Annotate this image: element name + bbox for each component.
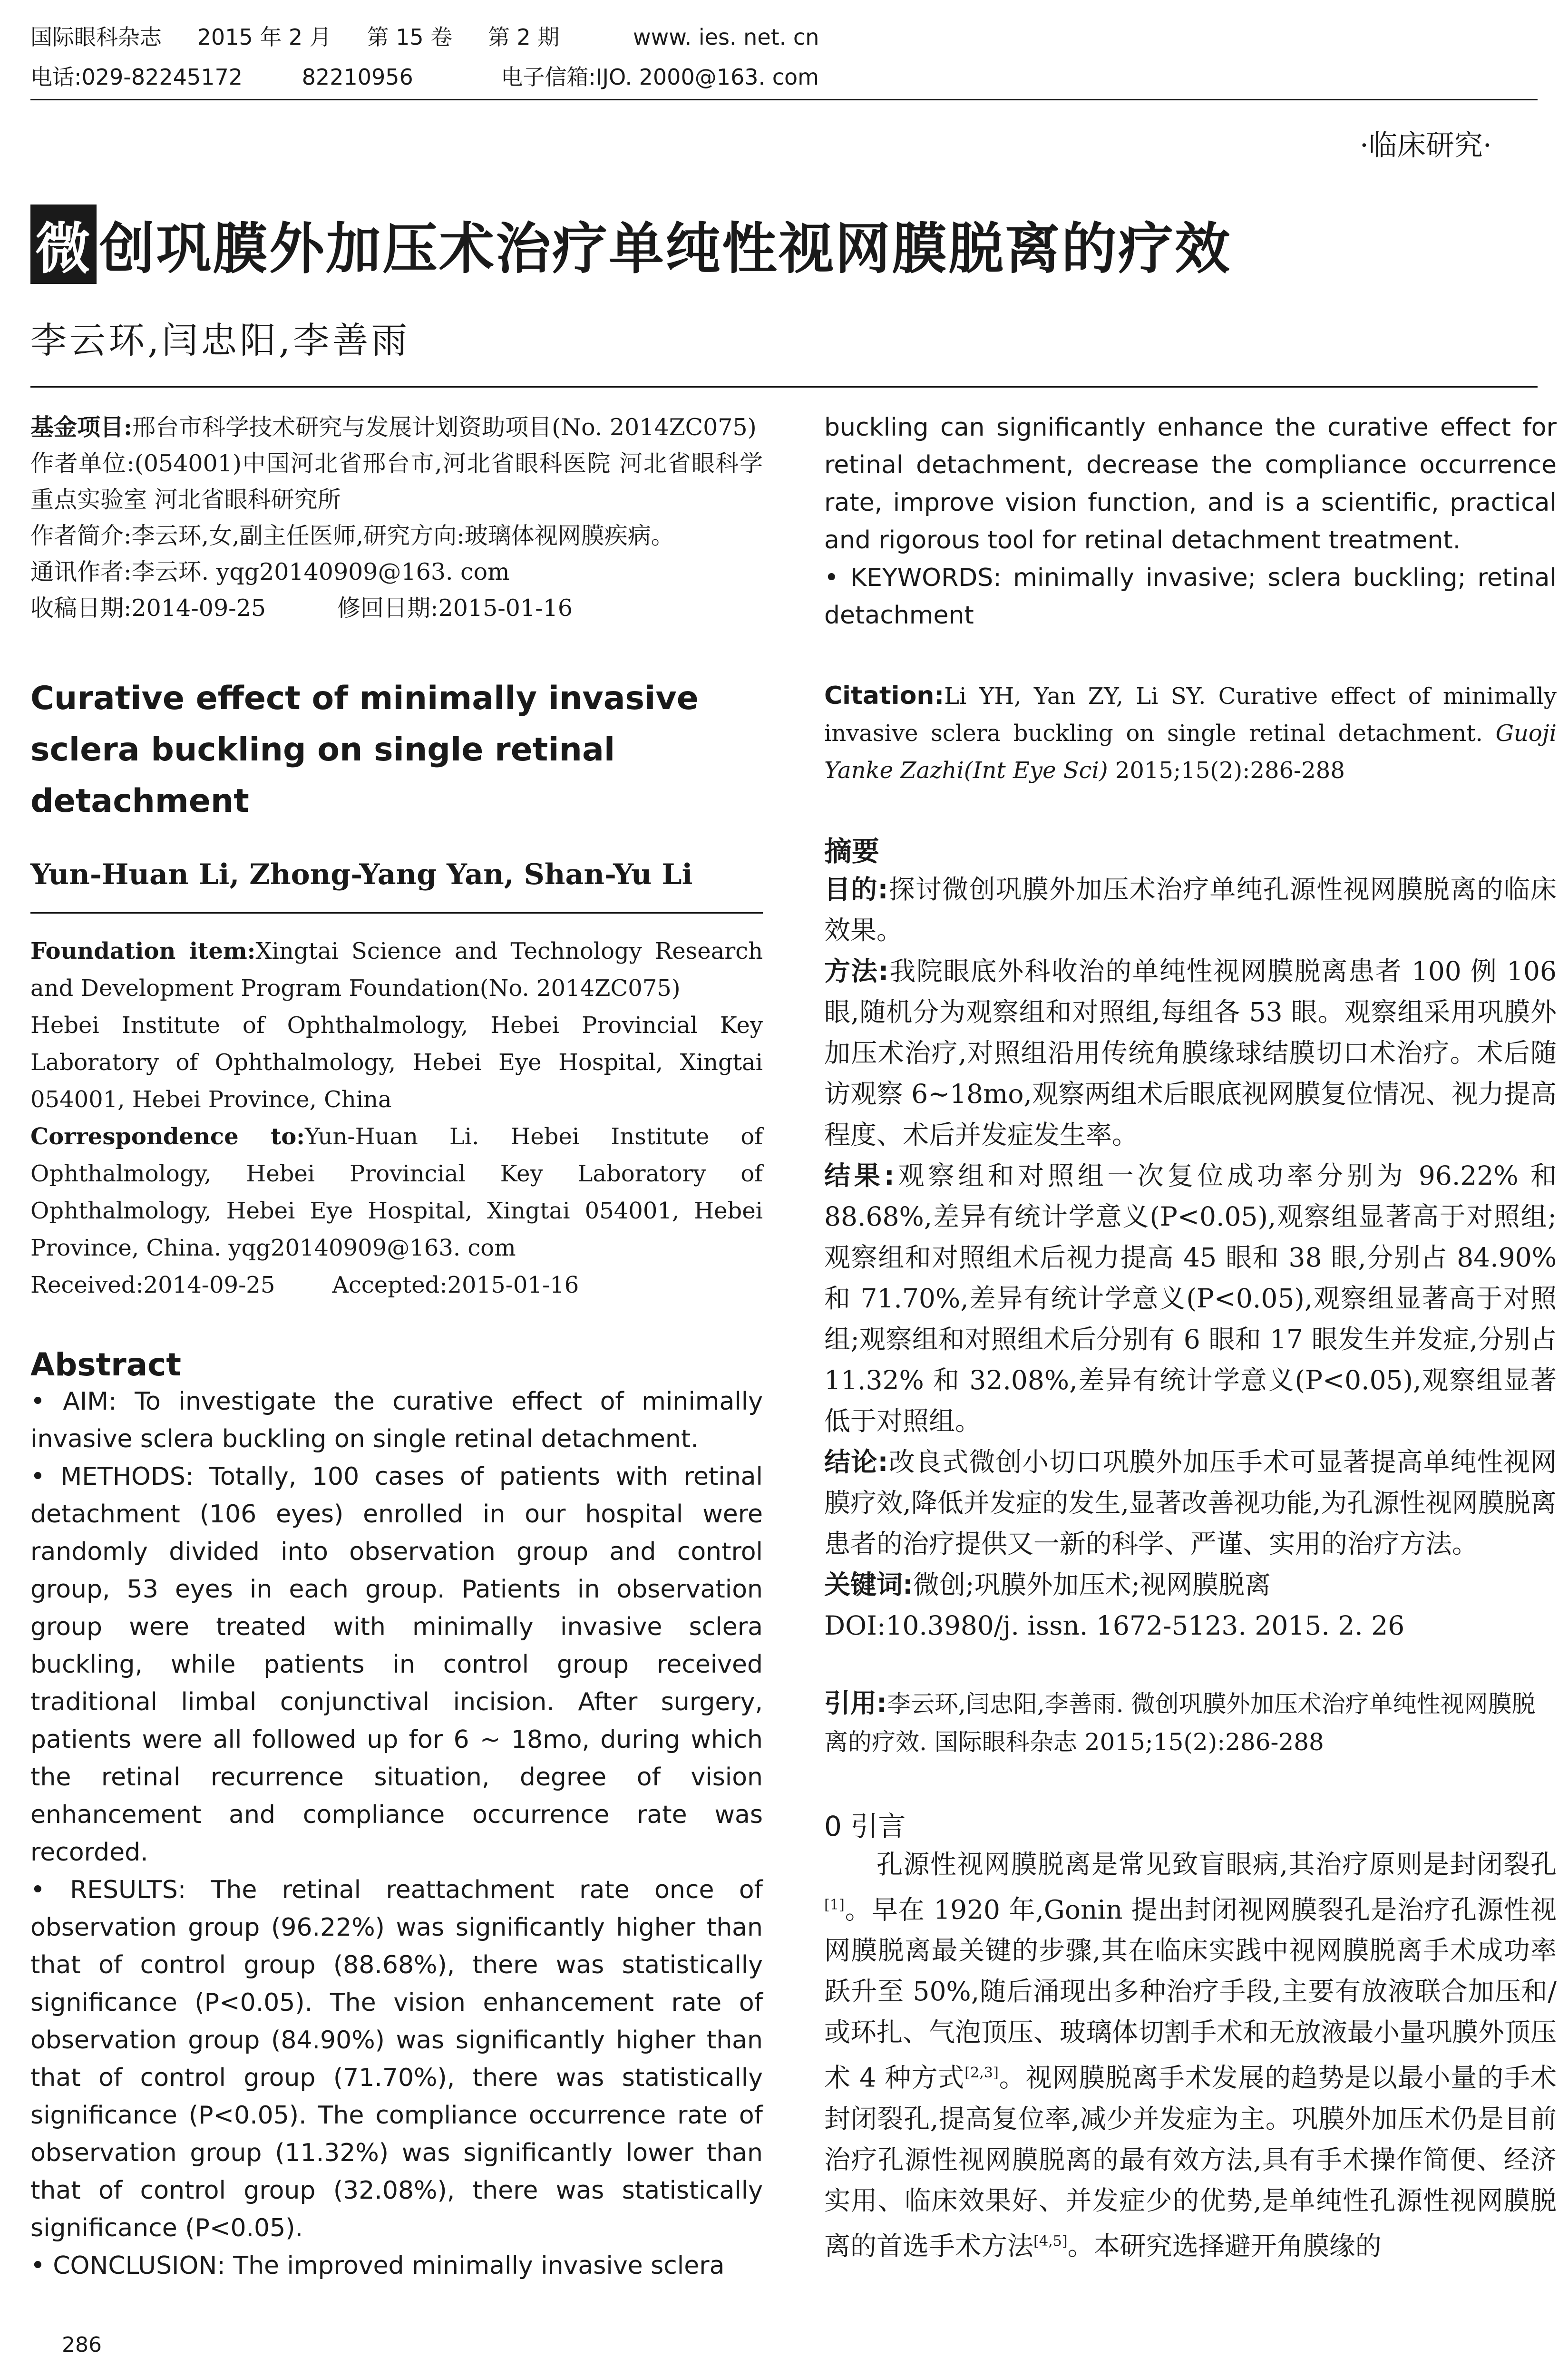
foundation-en-text: Xingtai Science and Technology Research and Development Program Foundation(No. 2014ZC075) [30, 938, 763, 1002]
affiliation-en: Hebei Institute of Ophthalmology, Hebei Provincial Key Laboratory of Ophthalmology, Hebei Eye Hospital, Xingtai 054001, Hebei Province, China [30, 1012, 763, 1113]
article-title [30, 205, 1231, 284]
abstract-zh-results-text: 观察组和对照组一次复位成功率分别为 96.22% 和 88.68%,差异有统计学意义(P<0.05),观察组显著高于对照组;观察组和对照组术后视力提高 45 眼和 38 眼,分别占 84.90% 和 71.70%,差异有统计学意义(P<0.05),观察组显著高于对照组;观察组和对照组术后分别有 6 眼和 17 眼发生并发症,分别占 11.32% 和 32.08%,差异有统计学意义(P<0.05),观察组显著低于对照组。 [824, 1160, 1557, 1436]
abstract-heading: Abstract [30, 1346, 181, 1383]
intro-text-3: 。视网膜脱离手术发展的趋势是以最小量的手术封闭裂孔,提高复位率,减少并发症为主。巩膜外加压术仍是目前治疗孔源性视网膜脱离的最有效方法,具有手术操作简便、经济实用、临床效果好、并发症少的优势,是单纯性孔源性视网膜脱离的首选手术方法 [824, 2062, 1557, 2261]
accepted-en: Accepted:2015-01-16 [332, 1272, 579, 1298]
dates-zh [30, 590, 763, 626]
citation-label: Citation: [824, 682, 945, 710]
intro-heading: 0 引言 [824, 1810, 906, 1842]
abstract-zh-keywords-label: 关键词: [824, 1569, 913, 1600]
email: 电子信箱:IJO. 2000@163. com [501, 64, 819, 90]
citation-zh [824, 1684, 1557, 1761]
foundation-zh [30, 409, 763, 446]
english-authors: Yun-Huan Li, Zhong-Yang Yan, Shan-Yu Li [30, 858, 693, 891]
running-header-line2 [30, 63, 847, 91]
foundation-en [30, 933, 763, 1007]
abstract-zh-results [824, 1155, 1557, 1442]
citation-zh-text: 李云环,闫忠阳,李善雨. 微创巩膜外加压术治疗单纯性视网膜脱离的疗效. 国际眼科杂志 2015;15(2):286-288 [824, 1690, 1536, 1756]
citation-pages: 2015;15(2):286-288 [1115, 757, 1345, 784]
ref-3: [4,5] [1033, 2232, 1068, 2250]
title-text: 创巩膜外加压术治疗单纯性视网膜脱离的疗效 [99, 216, 1231, 281]
abstract-zh-aim-text: 探讨微创巩膜外加压术治疗单纯孔源性视网膜脱离的临床效果。 [824, 874, 1557, 945]
unit-zh: 作者单位:(054001)中国河北省邢台市,河北省眼科医院 河北省眼科学重点实验室 河北省眼科研究所 [30, 450, 763, 513]
title-drop-char: 微 [30, 205, 97, 284]
abstract-zh-methods [824, 951, 1557, 1155]
title-rule [30, 386, 1538, 388]
abstract-conclusion-end: buckling can significantly enhance the curative effect for retinal detachment, decrease the compliance occurrence rate, improve vision function, and is a scientific, practical and rigorous tool for retinal detachment treatment. [824, 413, 1557, 555]
correspondence-en-label: Correspondence to: [30, 1123, 305, 1150]
abstract-zh-conclusion-label: 结论: [824, 1447, 888, 1477]
citation-journal: Guoji Yanke Zazhi(Int Eye Sci) [824, 720, 1557, 784]
ref-1: [1] [824, 1897, 845, 1913]
abstract-keywords: • KEYWORDS: minimally invasive; sclera buckling; retinal detachment [824, 564, 1557, 630]
abstract-zh-aim-label: 目的: [824, 874, 888, 905]
ref-2: [2,3] [964, 2065, 999, 2082]
citation-zh-label: 引用: [824, 1688, 887, 1718]
correspondence-en [30, 1118, 763, 1266]
author-intro-zh: 作者简介:李云环,女,副主任医师,研究方向:玻璃体视网膜疾病。 [30, 522, 674, 549]
volume: 第 15 卷 [367, 24, 453, 50]
right-column [824, 409, 1557, 2266]
abstract-zh-aim [824, 869, 1557, 951]
page-number: 286 [62, 2333, 102, 2357]
authors-zh: 李云环,闫忠阳,李善雨 [30, 319, 410, 361]
correspondence-zh: 通讯作者:李云环. yqg20140909@163. com [30, 558, 510, 585]
journal-name: 国际眼科杂志 [30, 24, 162, 50]
abstract-zh-conclusion [824, 1442, 1557, 1564]
intro-text-4: 。本研究选择避开角膜缘的 [1067, 2230, 1382, 2261]
abstract-methods: • METHODS: Totally, 100 cases of patients with retinal detachment (106 eyes) enrolled in our hospital were randomly divided into observation group and control group, 53 eyes in each group. Patients in observation group were treated with minimally invasive sclera buckling, while patients in control group received traditional limbal conjunctival incision. After surgery, patients were all followed up for 6 ~ 18mo, during which the retinal recurrence situation, degree of vision enhancement and compliance occurrence rate was recorded. [30, 1462, 763, 1867]
abstract-zh-conclusion-text: 改良式微创小切口巩膜外加压手术可显著提高单纯性视网膜疗效,降低并发症的发生,显著改善视功能,为孔源性视网膜脱离患者的治疗提供又一新的科学、严谨、实用的治疗方法。 [824, 1447, 1557, 1559]
foundation-zh-text: 邢台市科学技术研究与发展计划资助项目(No. 2014ZC075) [132, 414, 757, 441]
abstract-results: • RESULTS: The retinal reattachment rate once of observation group (96.22%) was significantly higher than that of control group (88.68%), there was statistically significance (P<0.05). The vision enhancement rate of observation group (84.90%) was significantly higher than that of control group (71.70%), there was statistically significance (P<0.05). The compliance occurrence rate of observation group (11.32%) was significantly lower than that of control group (32.08%), there was statistically significance (P<0.05). [30, 1876, 763, 2242]
section-tag: ·临床研究· [1359, 129, 1492, 162]
citation-en [824, 677, 1557, 789]
website: www. ies. net. cn [633, 24, 819, 50]
intro-text-2: 。早在 1920 年,Gonin 提出封闭视网膜裂孔是治疗孔源性视网膜脱离最关键的步骤,其在临床实践中视网膜脱离手术成功率跃升至 50%,随后涌现出多种治疗手段,主要有放液联合加压和/或环扎、气泡顶压、玻璃体切割手术和无放液最小量巩膜外顶压术 4 种方式 [824, 1894, 1557, 2093]
abstract-zh-methods-label: 方法: [824, 956, 889, 986]
revised-zh: 修回日期:2015-01-16 [337, 594, 573, 622]
correspondence-en-text: Yun-Huan Li. Hebei Institute of Ophthalmology, Hebei Provincial Key Laboratory of Ophthalmology, Hebei Eye Hospital, Xingtai 054001, Hebei Province, China. yqg20140909@163. com [30, 1123, 763, 1261]
abstract-zh-results-label: 结果: [824, 1160, 895, 1191]
intro-paragraph [824, 1844, 1557, 2266]
english-title: Curative effect of minimally invasive sclera buckling on single retinal detachment [30, 680, 699, 820]
intro-text-1: 孔源性视网膜脱离是常见致盲眼病,其治疗原则是封闭裂孔 [877, 1849, 1557, 1880]
foundation-zh-label: 基金项目: [30, 413, 133, 441]
doi: DOI:10.3980/j. issn. 1672-5123. 2015. 2. 26 [824, 1610, 1405, 1641]
received-en: Received:2014-09-25 [30, 1272, 275, 1298]
phone: 电话:029-82245172 [30, 64, 243, 90]
running-header-line1 [30, 23, 847, 51]
abstract-zh-methods-text: 我院眼底外科收治的单纯性视网膜脱离患者 100 例 106 眼,随机分为观察组和对照组,每组各 53 眼。观察组采用巩膜外加压术治疗,对照组沿用传统角膜缘球结膜切口术治疗。术后随访观察 6~18mo,观察两组术后眼底视网膜复位情况、视力提高程度、术后并发症发生率。 [824, 956, 1557, 1150]
issue: 第 2 期 [487, 24, 560, 50]
foundation-en-label: Foundation item: [30, 938, 256, 964]
dates-en [30, 1266, 763, 1304]
left-column [30, 409, 763, 2285]
phone-2: 82210956 [302, 64, 413, 90]
received-zh: 收稿日期:2014-09-25 [30, 594, 266, 622]
header-rule [30, 99, 1538, 100]
abstract-conclusion-start: • CONCLUSION: The improved minimally invasive sclera [30, 2251, 725, 2280]
abstract-zh-keywords [824, 1564, 1557, 1605]
abstract-aim: • AIM: To investigate the curative effect of minimally invasive sclera buckling on single retinal detachment. [30, 1387, 763, 1453]
citation-text: Li YH, Yan ZY, Li SY. Curative effect of minimally invasive sclera buckling on single retinal detachment. [824, 683, 1557, 747]
abstract-zh-keywords-text: 微创;巩膜外加压术;视网膜脱离 [913, 1569, 1271, 1600]
abstract-zh-heading: 摘要 [824, 835, 880, 867]
issue-date: 2015 年 2 月 [197, 24, 331, 50]
